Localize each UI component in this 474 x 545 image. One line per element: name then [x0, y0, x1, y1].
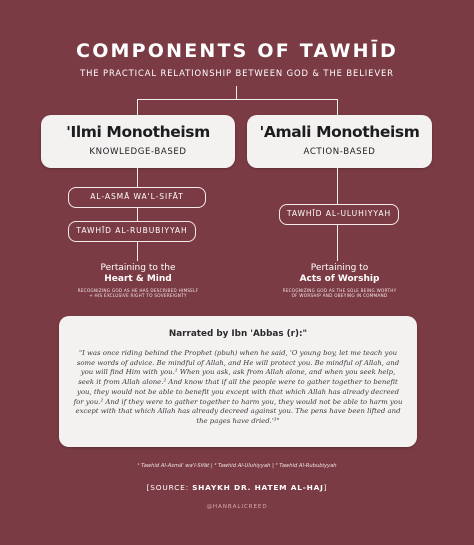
connector-left-drop — [137, 99, 138, 116]
quote-body: "I was once riding behind the Prophet (pbuh) when he said, 'O young boy, let me teach you some words of advice. Be mindful of Allah, and He will protect you. Be mindful of Allah, and you will find Him with you.¹ When you ask, ask from Allah alone, and when you seek help, seek it from Allah alone.² And know that if all the people were to gather together to benefit you, they would not be able to benefit you except with that which Allah has already decreed for you.² And if they were to gather together to harm you, they would not be able to harm you except with that which Allah has already decreed against you. The pens have been lifted and the pages have dried.'³" — [73, 349, 403, 425]
right-pertain-line1: Pertaining to — [310, 263, 369, 273]
left-note-line2: + HIS EXCLUSIVE RIGHT TO SOVEREIGNTY — [89, 293, 187, 299]
amali-monotheism-title: 'Amali Monotheism — [259, 123, 420, 141]
right-connector-1 — [337, 168, 338, 204]
source-prefix: [SOURCE: — [146, 483, 193, 492]
amali-monotheism-card — [247, 115, 432, 168]
pill-asma-wal-sifat: AL-ASMĀ WA'L-SIFĀT — [68, 187, 206, 208]
ilmi-monotheism-card — [41, 115, 235, 168]
left-note — [41, 288, 235, 299]
connector-horizontal — [137, 99, 338, 100]
page-title: COMPONENTS OF TAWHĪD — [76, 40, 398, 62]
connector-stem — [236, 86, 237, 100]
right-note — [247, 288, 432, 299]
connector-right-drop — [337, 99, 338, 116]
left-note-line1: RECOGNIZING GOD AS HE HAS DESCRIBED HIMSELF — [77, 288, 199, 293]
source-line — [0, 483, 474, 492]
left-connector-1 — [137, 168, 138, 187]
right-pertain-line2: Acts of Worship — [299, 274, 380, 284]
source-suffix: ] — [323, 483, 328, 492]
quote-heading: Narrated by Ibn 'Abbas (r):" — [168, 329, 308, 339]
ilmi-monotheism-title: 'Ilmi Monotheism — [66, 123, 210, 141]
right-pertaining — [247, 263, 432, 285]
hadith-quote-card — [59, 316, 417, 447]
amali-monotheism-subtitle: ACTION-BASED — [303, 147, 376, 157]
left-pertain-line2: Heart & Mind — [104, 274, 172, 284]
right-note-line1: RECOGNIZING GOD AS THE SOLE BEING WORTHY — [282, 288, 397, 293]
right-note-line2: OF WORSHIP AND OBEYING IN COMMAND — [291, 293, 388, 299]
footnote: ¹ Tawhid Al-Asmā' wa'l-Sifāt | ² Tawhid Al-Uluhiyyah | ³ Tawhid Al-Rububiyyah — [137, 463, 337, 469]
ilmi-monotheism-subtitle: KNOWLEDGE-BASED — [89, 147, 187, 157]
source-name: SHAYKH DR. HATEM AL-HAJ — [192, 483, 324, 492]
left-connector-3 — [137, 242, 138, 261]
right-connector-2 — [337, 225, 338, 261]
pill-tawhid-al-rububiyyah: TAWHĪD AL-RUBUBIYYAH — [68, 221, 196, 242]
social-handle: @HANBALICREED — [206, 504, 268, 510]
left-connector-2 — [137, 208, 138, 221]
left-pertain-line1: Pertaining to the — [100, 263, 176, 273]
page-subtitle: THE PRACTICAL RELATIONSHIP BETWEEN GOD & THE BELIEVER — [80, 68, 394, 78]
left-pertaining — [41, 263, 235, 285]
pill-tawhid-al-uluhiyyah: TAWHĪD AL-ULUHIYYAH — [279, 204, 399, 225]
